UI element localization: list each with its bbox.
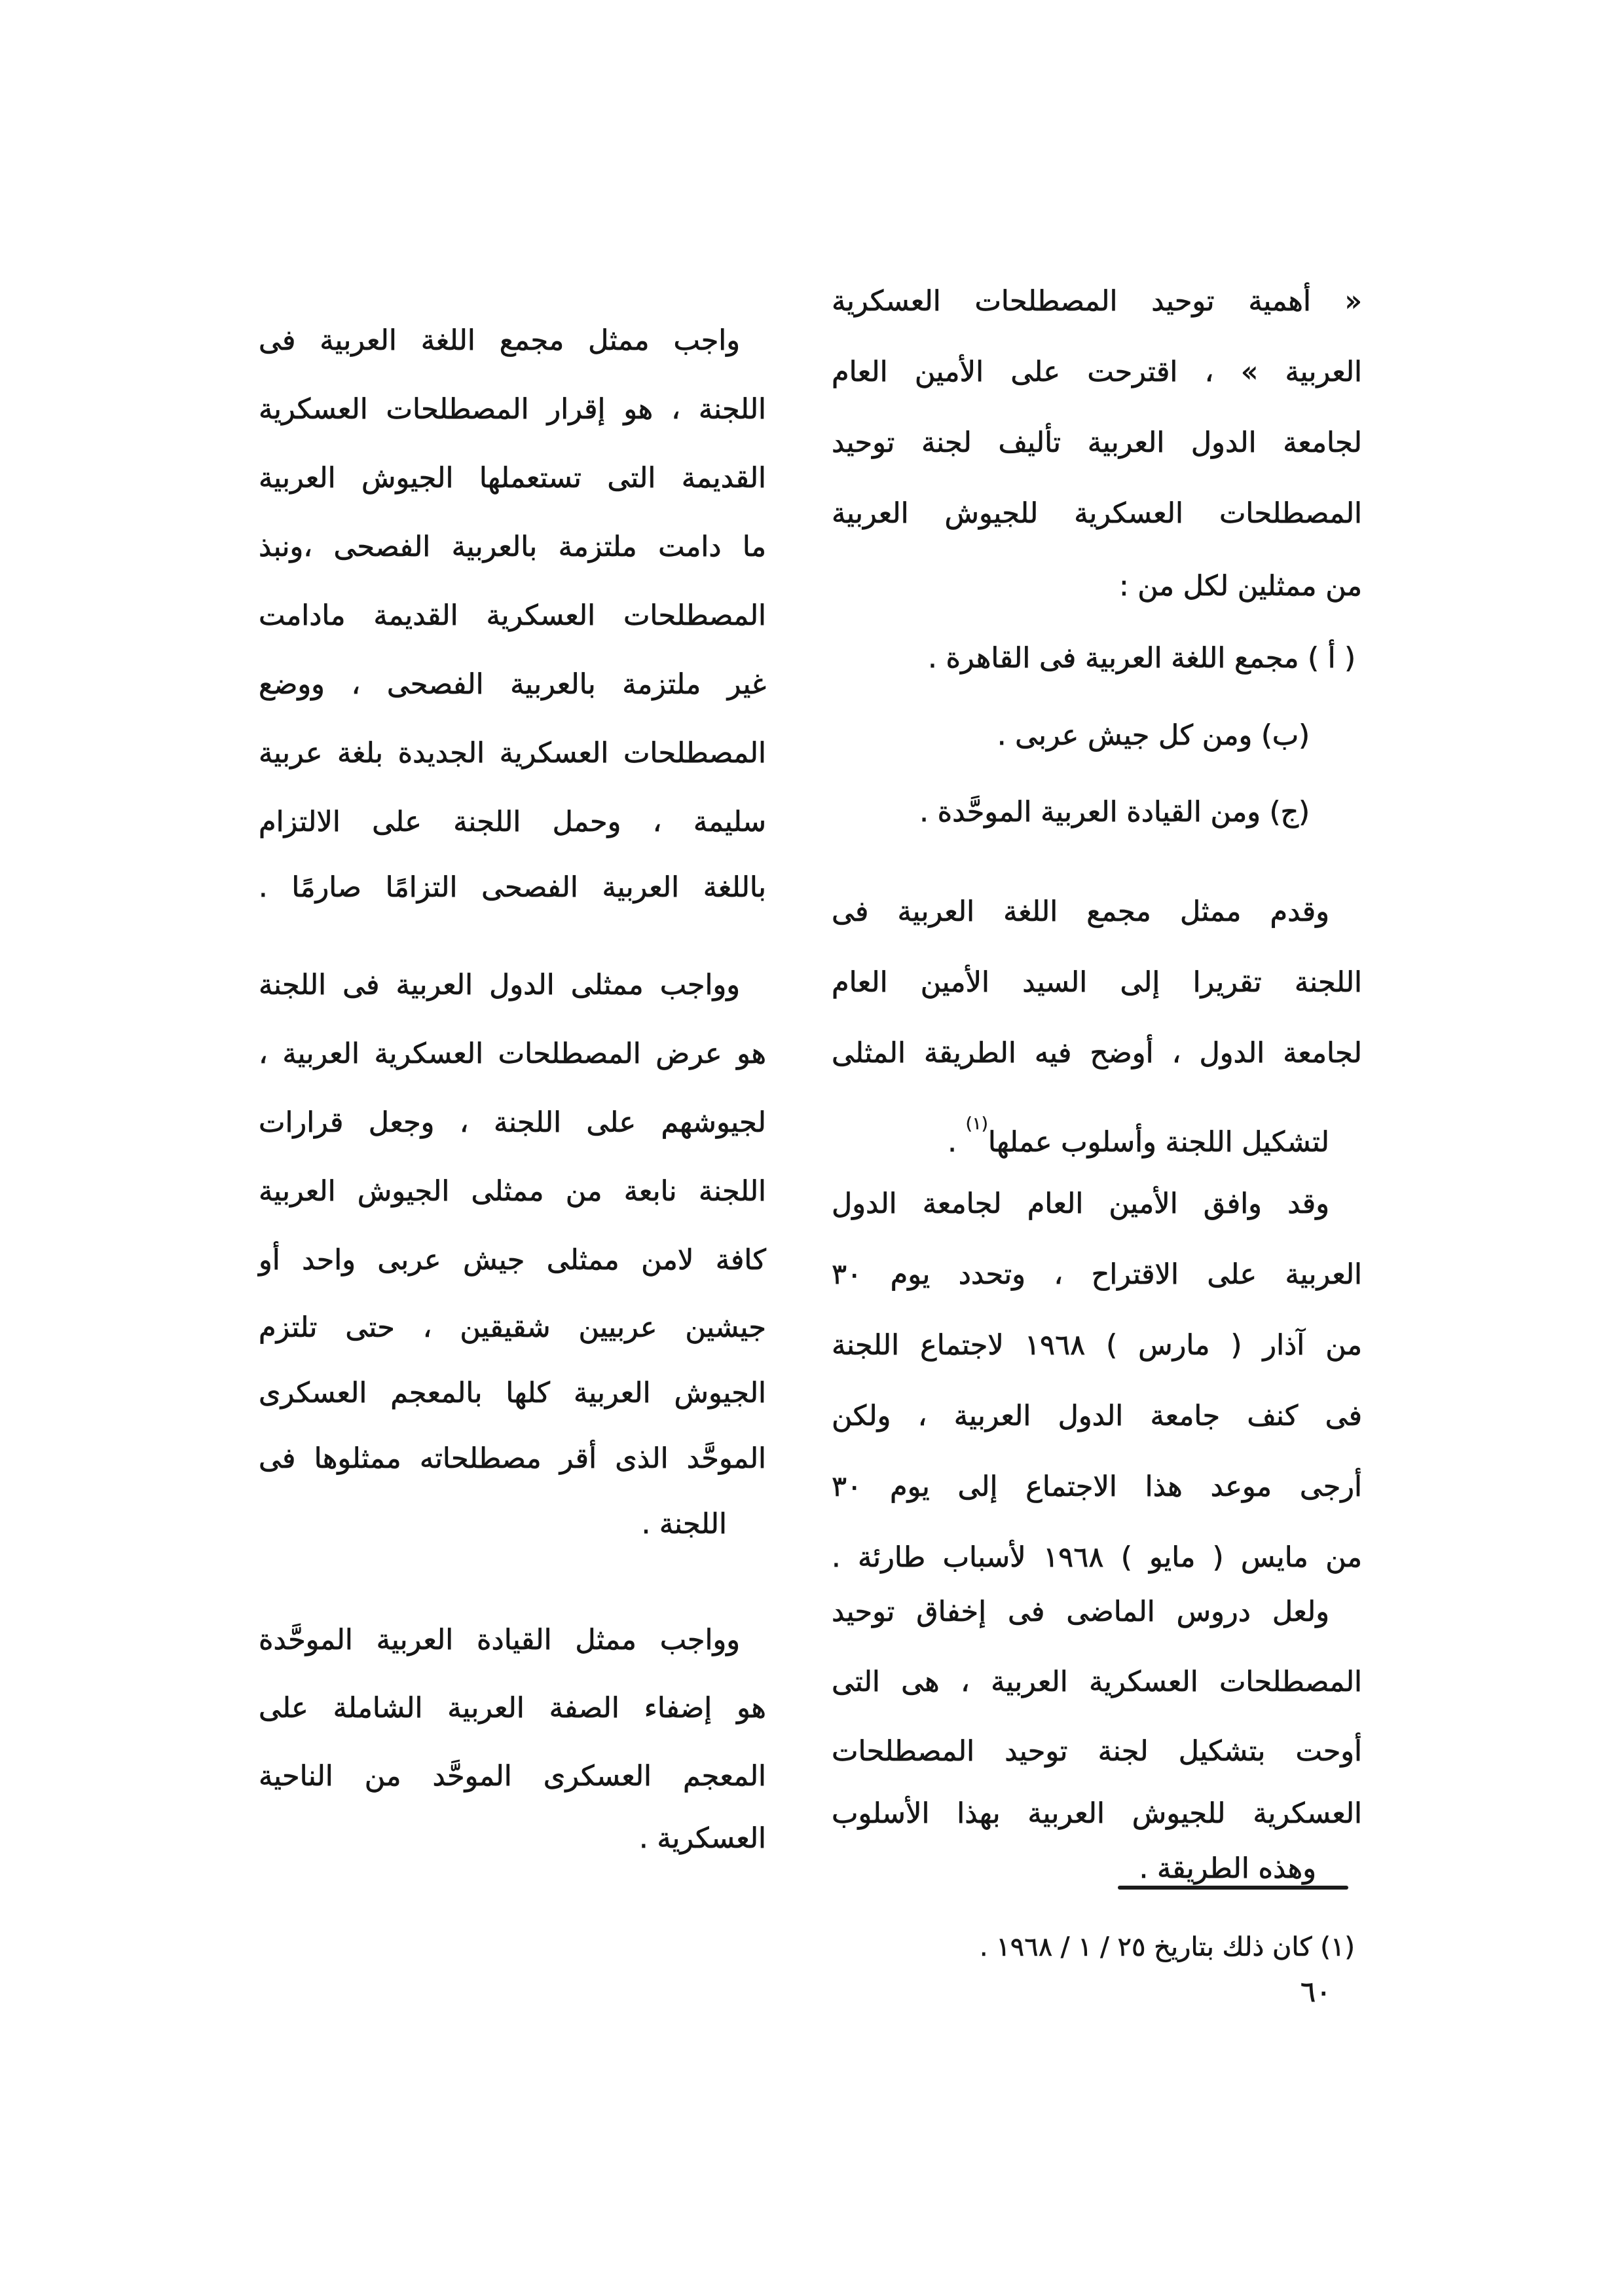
text-line: ما دامت ملتزمة بالعربية الفصحى ،ونبذ <box>259 531 766 563</box>
text-line: وقد وافق الأمين العام لجامعة الدول <box>832 1187 1329 1220</box>
text-line: هو إضفاء الصفة العربية الشاملة على <box>259 1692 766 1725</box>
text-line: ولعل دروس الماضى فى إخفاق توحيد <box>832 1595 1329 1628</box>
text-line: هو عرض المصطلحات العسكرية العربية ، <box>259 1037 766 1070</box>
text-line: وواجب ممثل القيادة العربية الموحَّدة <box>259 1624 740 1656</box>
footnote-ref: (١) <box>965 1114 988 1134</box>
text-line: من آذار ( مارس ) ١٩٦٨ لاجتماع اللجنة <box>832 1329 1363 1362</box>
text-line: سليمة ، وحمل اللجنة على الالتزام <box>259 806 766 838</box>
text-line: اللجنة نابعة من ممثلى الجيوش العربية <box>259 1175 766 1208</box>
text-line: اللجنة . <box>641 1508 727 1540</box>
text-line: العسكرية . <box>639 1822 766 1855</box>
text-line: المصطلحات العسكرية القديمة مادامت <box>259 599 766 632</box>
text-line: الجيوش العربية كلها بالمعجم العسكرى <box>259 1377 766 1409</box>
text-line: فى كنف جامعة الدول العربية ، ولكن <box>832 1400 1362 1432</box>
text-line: « أهمية توحيد المصطلحات العسكرية <box>832 285 1362 318</box>
text-line: المصطلحات العسكرية الجديدة بلغة عربية <box>259 737 766 770</box>
text-line: اللجنة تقريرا إلى السيد الأمين العام <box>832 966 1362 999</box>
text-line: المعجم العسكرى الموحَّد من الناحية <box>259 1760 766 1793</box>
line-tail: . <box>948 1126 966 1159</box>
text-line: لجيوشهم على اللجنة ، وجعل قرارات <box>259 1106 766 1139</box>
text-line: القديمة التى تستعملها الجيوش العربية <box>259 462 766 494</box>
text-line: كافة لامن ممثلى جيش عربى واحد أو <box>259 1244 766 1277</box>
text-line: أرجى موعد هذا الاجتماع إلى يوم ٣٠ <box>832 1470 1362 1503</box>
list-item-a: ( أ ) مجمع اللغة العربية فى القاهرة . <box>928 642 1356 675</box>
text-line: اللجنة ، هو إقرار المصطلحات العسكرية <box>259 393 766 426</box>
text-line <box>832 1088 1362 1160</box>
left-column <box>259 0 766 2295</box>
text-line: المصطلحات العسكرية العربية ، هى التى <box>832 1666 1362 1698</box>
text-line: وقدم ممثل مجمع اللغة العربية فى <box>832 895 1329 928</box>
text-line: المصطلحات العسكرية للجيوش العربية <box>832 497 1362 530</box>
text-line: وواجب ممثلى الدول العربية فى اللجنة <box>259 969 740 1001</box>
text-line: من مايس ( مايو ) ١٩٦٨ لأسباب طارئة . <box>832 1541 1362 1574</box>
list-item-c: (ج) ومن القيادة العربية الموحَّدة . <box>919 796 1310 829</box>
text-line: العربية » ، اقترحت على الأمين العام <box>832 356 1362 388</box>
text-line: واجب ممثل مجمع اللغة العربية فى <box>259 324 740 357</box>
text-line: لجامعة الدول ، أوضح فيه الطريقة المثلى <box>832 1037 1362 1070</box>
text-line: العربية على الاقتراح ، وتحدد يوم ٣٠ <box>832 1258 1362 1291</box>
text-line: أوحت بتشكيل لجنة توحيد المصطلحات <box>832 1735 1362 1768</box>
text-line: لجامعة الدول العربية تأليف لجنة توحيد <box>832 426 1362 459</box>
text-line: غير ملتزمة بالعربية الفصحى ، ووضع <box>259 668 766 701</box>
footnote-rule <box>1118 1886 1348 1890</box>
text-line: باللغة العربية الفصحى التزامًا صارمًا . <box>259 871 766 904</box>
list-item-b: (ب) ومن كل جيش عربى . <box>997 719 1310 752</box>
page-number: ٦٠ <box>1300 1975 1331 2009</box>
text-line: العسكرية للجيوش العربية بهذا الأسلوب <box>832 1797 1362 1830</box>
text-line: الموحَّد الذى أقر مصطلحاته ممثلوها فى <box>259 1442 766 1475</box>
line-text: لتشكيل اللجنة وأسلوب عملها <box>987 1126 1329 1159</box>
text-line: جيشين عربيين شقيقين ، حتى تلتزم <box>259 1311 766 1344</box>
text-line: وهذه الطريقة . <box>1139 1852 1316 1885</box>
footnote: (١) كان ذلك بتاريخ ٢٥ / ١ / ١٩٦٨ . <box>979 1932 1355 1962</box>
text-line: من ممثلين لكل من : <box>1119 570 1362 603</box>
